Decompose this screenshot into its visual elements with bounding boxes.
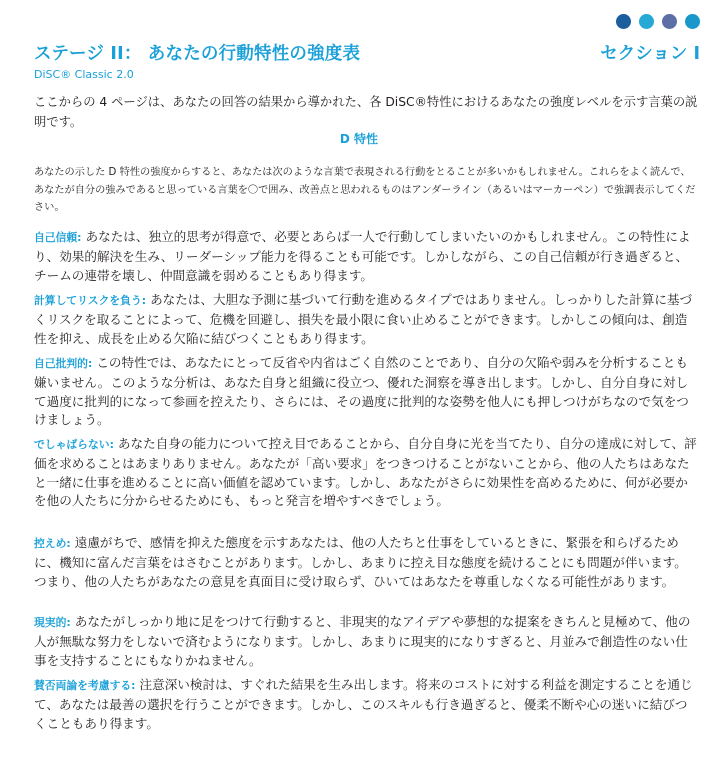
trait-modest	[34, 534, 698, 591]
dot-4	[685, 14, 700, 29]
trait-label: 計算してリスクを負う:	[34, 294, 147, 307]
instructions-text: あなたの示した D 特性の強度からすると、あなたは次のような言葉で表現される行動をとることが多いかもしれません。これらをよく読んで、あなたが自分の強みであると思っている言葉を〇で囲み、改善点と思われるものはアンダーライン（あるいはマーカーペン）で強調表示してください。	[34, 167, 696, 213]
section-label: セクション I	[600, 44, 700, 64]
page-subtitle: DiSC® Classic 2.0	[34, 68, 134, 81]
trait-label: 控えめ:	[34, 537, 71, 550]
trait-text: あなた自身の能力について控え目であることから、自分自身に光を当てたり、自分の達成に対して、評価を求めることはあまりありません。あなたが「高い要求」をつきつけることがないことから、他の人たちはあなたと一緒に仕事を進めることに高い価値を認めています。しかし、あなたがさらに効果性を高めるために、何が必要かを他の人たちに分からせるためにも、もっと発言を増やすべきでしょう。	[34, 436, 697, 509]
intro-text: ここからの 4 ページは、あなたの回答の結果から導かれた、各 DiSC®特性におけるあなたの強度レベルを示す言葉の説明です。	[34, 95, 698, 129]
page-header	[34, 40, 700, 81]
trait-text: あなたは、独立的思考が得意で、必要とあらば一人で行動してしまいたいのかもしれません。この特性により、効果的解決を生み、リーダーシップ能力を得ることも可能です。しかしながら、この自己信頼が行き過ぎると、チームの連帯を壊し、仲間意識を弱めることもあり得ます。	[34, 229, 691, 283]
trait-text: 注意深い検討は、すぐれた結果を生み出します。将来のコストに対する利益を測定することを通じて、あなたは最善の選択を行うことができます。しかし、このスキルも行き過ぎると、優柔不断や心の迷いに結びつくこともあり得ます。	[34, 677, 693, 731]
page-title: ステージ II： あなたの行動特性の強度表	[34, 44, 361, 64]
trait-label: 賛否両論を考慮する:	[34, 679, 136, 692]
header-dots	[616, 14, 700, 29]
trait-label: 自己批判的:	[34, 357, 93, 370]
trait-realistic	[34, 613, 698, 670]
trait-label: 自己信頼:	[34, 231, 82, 244]
trait-label: 現実的:	[34, 616, 71, 629]
dot-1	[616, 14, 631, 29]
trait-self-reliant	[34, 228, 698, 285]
trait-label: でしゃばらない:	[34, 438, 114, 451]
trait-weighs-pros-cons	[34, 676, 698, 733]
trait-self-critical	[34, 354, 698, 430]
trait-text: この特性では、あなたにとって反省や内省はごく自然のことであり、自分の欠陥や弱みを分析することも嫌いません。このような分析は、あなた自身と組織に役立つ、優れた洞察を導き出します。しかし、自分自身に対して過度に批判的になって参画を控えたり、さらには、その過度に批判的な姿勢を他人にも押しつけがちなので気をつけましょう。	[34, 355, 689, 428]
trait-text: あなたがしっかり地に足をつけて行動すると、非現実的なアイデアや夢想的な提案をきちんと見極めて、他の人が無駄な努力をしないで済むようになります。しかし、あまりに現実的になりすぎると、月並みで創造性のない仕事を支持することにもなりかねません。	[34, 614, 691, 668]
trait-text: あなたは、大胆な予測に基づいて行動を進めるタイプではありません。しっかりした計算に基づくリスクを取ることによって、危機を回避し、損失を最小限に食い止めることができます。しかしこの傾向は、創造性を抑え、成長を止める欠陥に結びつくこともあり得ます。	[34, 292, 693, 346]
dot-3	[662, 14, 677, 29]
dot-2	[639, 14, 654, 29]
trait-unassuming	[34, 435, 698, 511]
trait-calculated-risk	[34, 291, 698, 348]
d-trait-heading: D 特性	[339, 132, 379, 146]
trait-text: 遠慮がちで、感情を抑えた態度を示すあなたは、他の人たちと仕事をしているときに、緊張を和らげるために、機知に富んだ言葉をはさむことがあります。しかし、あまりに控え目な態度を続けることにも問題が伴います。つまり、他の人たちがあなたの意見を真面目に受け取らず、ひいてはあなたを尊重しなくなる可能性があります。	[34, 535, 687, 589]
